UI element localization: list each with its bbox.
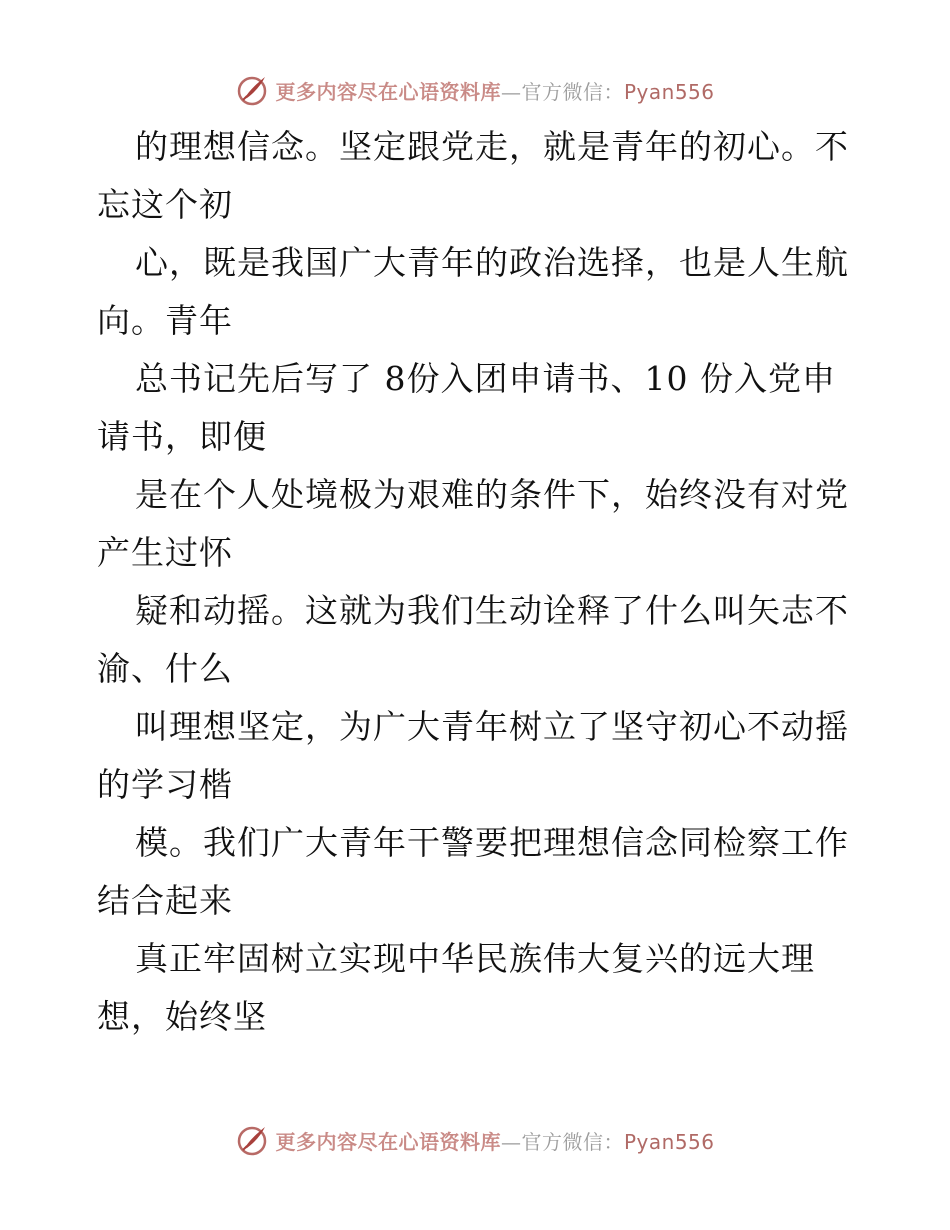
body-line: 的学习楷 <box>97 765 233 804</box>
watermark-wechat-label: 官方微信： <box>521 1129 624 1154</box>
body-line: 心，既是我国广大青年的政治选择，也是人生航 <box>135 243 849 282</box>
watermark-text <box>275 76 714 105</box>
quill-logo-icon <box>235 73 269 107</box>
body-line: 请书，即便 <box>97 417 267 456</box>
watermark-separator: — <box>500 1129 522 1154</box>
body-line: 向。青年 <box>97 301 233 340</box>
watermark-brand: 更多内容尽在心语资料库 <box>275 1129 501 1154</box>
body-line: 想，始终坚 <box>97 997 267 1036</box>
body-line: 总书记先后写了 8份入团申请书、10 份入党申 <box>135 359 836 398</box>
body-line: 模。我们广大青年干警要把理想信念同检察工作 <box>135 823 849 862</box>
watermark-wechat-id: Pyan556 <box>623 79 715 104</box>
body-line: 是在个人处境极为艰难的条件下，始终没有对党 <box>135 475 849 514</box>
body-line: 真正牢固树立实现中华民族伟大复兴的远大理 <box>135 939 815 978</box>
body-line: 疑和动摇。这就为我们生动诠释了什么叫矢志不 <box>135 591 849 630</box>
watermark-separator: — <box>500 79 522 104</box>
watermark-wechat-id: Pyan556 <box>623 1129 715 1154</box>
watermark-text <box>275 1126 714 1155</box>
body-line: 产生过怀 <box>97 533 233 572</box>
body-line: 结合起来 <box>97 881 233 920</box>
body-line: 渝、什么 <box>97 649 233 688</box>
quill-logo-icon <box>235 1123 269 1157</box>
header-watermark-banner <box>0 70 950 110</box>
body-line: 忘这个初 <box>97 185 233 224</box>
watermark-brand: 更多内容尽在心语资料库 <box>275 79 501 104</box>
document-body <box>97 118 853 1046</box>
footer-watermark-banner <box>0 1120 950 1160</box>
body-line: 的理想信念。坚定跟党走，就是青年的初心。不 <box>135 127 849 166</box>
body-line: 叫理想坚定，为广大青年树立了坚守初心不动摇 <box>135 707 849 746</box>
watermark-wechat-label: 官方微信： <box>521 79 624 104</box>
